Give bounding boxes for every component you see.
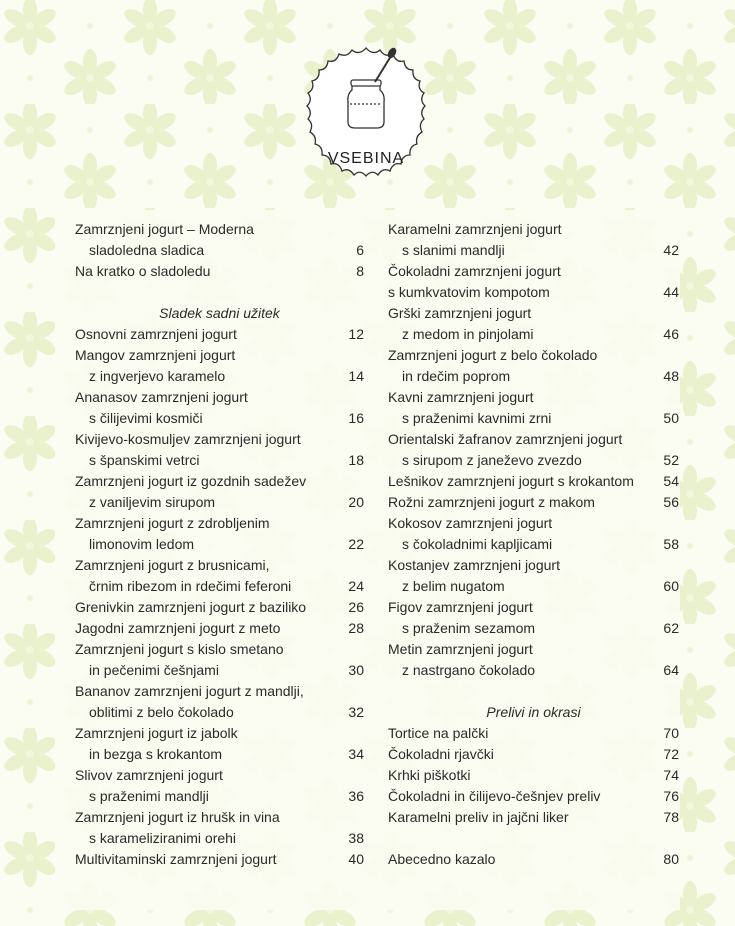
page-title: VSEBINA <box>327 150 405 167</box>
toc-entry-page-number: 36 <box>348 788 364 804</box>
toc-entry-page-number: 34 <box>348 746 364 762</box>
toc-entry[interactable] <box>75 261 364 282</box>
toc-entry[interactable] <box>75 387 364 429</box>
toc-entry-title-line: črnim ribezom in rdečimi feferoni <box>89 578 292 594</box>
toc-entry[interactable] <box>75 639 364 681</box>
toc-entry[interactable] <box>75 618 364 639</box>
toc-entry-title-line: z vaniljevim sirupom <box>89 494 216 510</box>
toc-entry-title-line: in rdečim poprom <box>402 368 511 384</box>
toc-entry-title-line: Zamrznjeni jogurt iz gozdnih sadežev <box>75 473 307 489</box>
toc-entry-title-line: Jagodni zamrznjeni jogurt z meto <box>75 620 281 636</box>
toc-entry[interactable] <box>75 555 364 597</box>
toc-entry-title-line: s karameliziranimi orehi <box>89 830 237 846</box>
toc-entry-title-line: Kivijevo-kosmuljev zamrznjeni jogurt <box>75 431 301 447</box>
toc-entry-title-line: z ingverjevo karamelo <box>89 368 226 384</box>
toc-entry-title-line: Krhki piškotki <box>388 767 471 783</box>
toc-entry-title-line: Čokoladni in čilijevo-češnjev preliv <box>388 788 601 804</box>
toc-entry-title-line: Multivitaminski zamrznjeni jogurt <box>75 851 277 867</box>
toc-entry[interactable] <box>75 723 364 765</box>
toc-entry[interactable] <box>75 597 364 618</box>
toc-entry-title-line: s praženim sezamom <box>402 620 536 636</box>
jar-title-badge <box>293 36 439 192</box>
toc-entry[interactable] <box>75 849 364 870</box>
section-heading-sladek-sadni-u-itek: Sladek sadni užitek <box>159 305 280 321</box>
toc-entry-page-number: 24 <box>348 578 364 594</box>
toc-entry-page-number: 16 <box>348 410 364 426</box>
toc-entry[interactable] <box>388 492 679 513</box>
toc-entry-page-number: 46 <box>663 326 679 342</box>
toc-entry[interactable] <box>75 345 364 387</box>
toc-entry-page-number: 22 <box>348 536 364 552</box>
toc-entry-title-line: s praženimi mandlji <box>89 788 209 804</box>
toc-entry-title-line: Karamelni zamrznjeni jogurt <box>388 221 562 237</box>
toc-entry-page-number: 14 <box>348 368 364 384</box>
toc-entry-page-number: 62 <box>663 620 679 636</box>
toc-entry-title-line: Zamrznjeni jogurt – Moderna <box>75 221 254 237</box>
toc-entry[interactable] <box>388 387 679 429</box>
toc-entry-page-number: 38 <box>348 830 364 846</box>
toc-entry-page-number: 8 <box>356 263 364 279</box>
toc-entry-title-line: in pečenimi češnjami <box>89 662 219 678</box>
toc-entry-title-line: s čilijevimi kosmiči <box>89 410 203 426</box>
toc-entry[interactable] <box>75 219 364 261</box>
toc-entry-page-number: 42 <box>663 242 679 258</box>
toc-entry[interactable] <box>75 471 364 513</box>
toc-entry-page-number: 70 <box>663 725 679 741</box>
toc-entry-title-line: Lešnikov zamrznjeni jogurt s krokantom <box>388 473 634 489</box>
toc-entry-title-line: Čokoladni zamrznjeni jogurt <box>388 263 561 279</box>
toc-entry-title-line: Tortice na palčki <box>388 725 489 741</box>
toc-entry[interactable] <box>75 807 364 849</box>
toc-entry-title-line: Ananasov zamrznjeni jogurt <box>75 389 248 405</box>
toc-entry-title-line: s čokoladnimi kapljicami <box>402 536 553 552</box>
toc-entry-title-line: limonovim ledom <box>89 536 195 552</box>
toc-entry[interactable] <box>75 324 364 345</box>
toc-entry[interactable] <box>388 639 679 681</box>
toc-entry[interactable] <box>75 681 364 723</box>
toc-entry-title-line: Zamrznjeni jogurt s kislo smetano <box>75 641 284 657</box>
toc-entry-title-line: Mangov zamrznjeni jogurt <box>75 347 236 363</box>
toc-entry-title-line: oblitimi z belo čokolado <box>89 704 234 720</box>
toc-entry-title-line: s slanimi mandlji <box>402 242 505 258</box>
toc-entry[interactable] <box>388 786 679 807</box>
toc-entry-page-number: 60 <box>663 578 679 594</box>
toc-entry-title-line: s sirupom z janeževo zvezdo <box>402 452 582 468</box>
toc-entry-title-line: Slivov zamrznjeni jogurt <box>75 767 223 783</box>
toc-entry-title-line: Bananov zamrznjeni jogurt z mandlji, <box>75 683 304 699</box>
toc-entry[interactable] <box>388 429 679 471</box>
toc-entry-title-line: z nastrgano čokolado <box>402 662 536 678</box>
toc-entry[interactable] <box>388 807 679 828</box>
toc-entry-title-line: Zamrznjeni jogurt z zdrobljenim <box>75 515 270 531</box>
toc-entry[interactable] <box>75 429 364 471</box>
toc-entry[interactable] <box>388 765 679 786</box>
toc-entry-title-line: Orientalski žafranov zamrznjeni jogurt <box>388 431 623 447</box>
toc-entry-page-number: 32 <box>348 704 364 720</box>
toc-entry-page-number: 50 <box>663 410 679 426</box>
toc-entry-page-number: 54 <box>663 473 679 489</box>
toc-entry-title-line: s kumkvatovim kompotom <box>388 284 550 300</box>
toc-entry-title-line: Zamrznjeni jogurt iz hrušk in vina <box>75 809 280 825</box>
toc-entry-title-line: s španskimi vetrci <box>89 452 200 468</box>
toc-entry-page-number: 30 <box>348 662 364 678</box>
toc-entry-title-line: Grenivkin zamrznjeni jogurt z baziliko <box>75 599 307 615</box>
toc-entry-page-number: 64 <box>663 662 679 678</box>
toc-entry-title-line: in bezga s krokantom <box>89 746 223 762</box>
toc-entry[interactable] <box>388 555 679 597</box>
toc-entry-title-line: Zamrznjeni jogurt iz jabolk <box>75 725 238 741</box>
toc-entry-page-number: 20 <box>348 494 364 510</box>
toc-entry-page-number: 40 <box>348 851 364 867</box>
toc-entry[interactable] <box>388 849 679 870</box>
toc-entry[interactable] <box>388 345 679 387</box>
toc-entry-title-line: Kostanjev zamrznjeni jogurt <box>388 557 560 573</box>
toc-entry-title-line: Na kratko o sladoledu <box>75 263 211 279</box>
toc-entry-page-number: 48 <box>663 368 679 384</box>
toc-entry[interactable] <box>388 513 679 555</box>
toc-entry[interactable] <box>388 597 679 639</box>
toc-entry-title-line: Kavni zamrznjeni jogurt <box>388 389 534 405</box>
toc-entry-title-line: sladoledna sladica <box>89 242 205 258</box>
toc-entry-page-number: 44 <box>663 284 679 300</box>
toc-entry[interactable] <box>75 765 364 807</box>
toc-entry-title-line: Rožni zamrznjeni jogurt z makom <box>388 494 595 510</box>
section-heading-prelivi-in-okrasi: Prelivi in okrasi <box>486 704 581 720</box>
toc-entry-page-number: 80 <box>663 851 679 867</box>
toc-entry-page-number: 12 <box>348 326 364 342</box>
toc-entry-page-number: 76 <box>663 788 679 804</box>
toc-entry-title-line: Grški zamrznjeni jogurt <box>388 305 532 321</box>
toc-entry-page-number: 28 <box>348 620 364 636</box>
toc-entry[interactable] <box>388 261 679 303</box>
toc-entry-title-line: z medom in pinjolami <box>402 326 534 342</box>
toc-entry-title-line: Kokosov zamrznjeni jogurt <box>388 515 553 531</box>
toc-entry-page-number: 6 <box>356 242 364 258</box>
toc-entry[interactable] <box>388 219 679 261</box>
toc-entry-title-line: Figov zamrznjeni jogurt <box>388 599 533 615</box>
toc-entry-page-number: 74 <box>663 767 679 783</box>
toc-entry[interactable] <box>388 303 679 345</box>
toc-entry-page-number: 18 <box>348 452 364 468</box>
toc-entry-title-line: Karamelni preliv in jajčni liker <box>388 809 569 825</box>
toc-entry[interactable] <box>388 723 679 744</box>
toc-entry[interactable] <box>75 513 364 555</box>
toc-entry-title-line: Zamrznjeni jogurt z belo čokolado <box>388 347 598 363</box>
toc-entry[interactable] <box>388 744 679 765</box>
toc-entry-page-number: 72 <box>663 746 679 762</box>
toc-entry-title-line: Abecedno kazalo <box>388 851 496 867</box>
toc-entry-page-number: 56 <box>663 494 679 510</box>
toc-entry-title-line: Metin zamrznjeni jogurt <box>388 641 533 657</box>
toc-entry-title-line: Čokoladni rjavčki <box>388 746 494 762</box>
toc-entry-page-number: 58 <box>663 536 679 552</box>
toc-entry[interactable] <box>388 471 679 492</box>
toc-entry-page-number: 52 <box>663 452 679 468</box>
toc-entry-title-line: Osnovni zamrznjeni jogurt <box>75 326 237 342</box>
toc-entry-title-line: Zamrznjeni jogurt z brusnicami, <box>75 557 270 573</box>
toc-entry-page-number: 78 <box>663 809 679 825</box>
toc-entry-title-line: z belim nugatom <box>402 578 505 594</box>
toc-entry-page-number: 26 <box>348 599 364 615</box>
toc-entry-title-line: s praženimi kavnimi zrni <box>402 410 552 426</box>
